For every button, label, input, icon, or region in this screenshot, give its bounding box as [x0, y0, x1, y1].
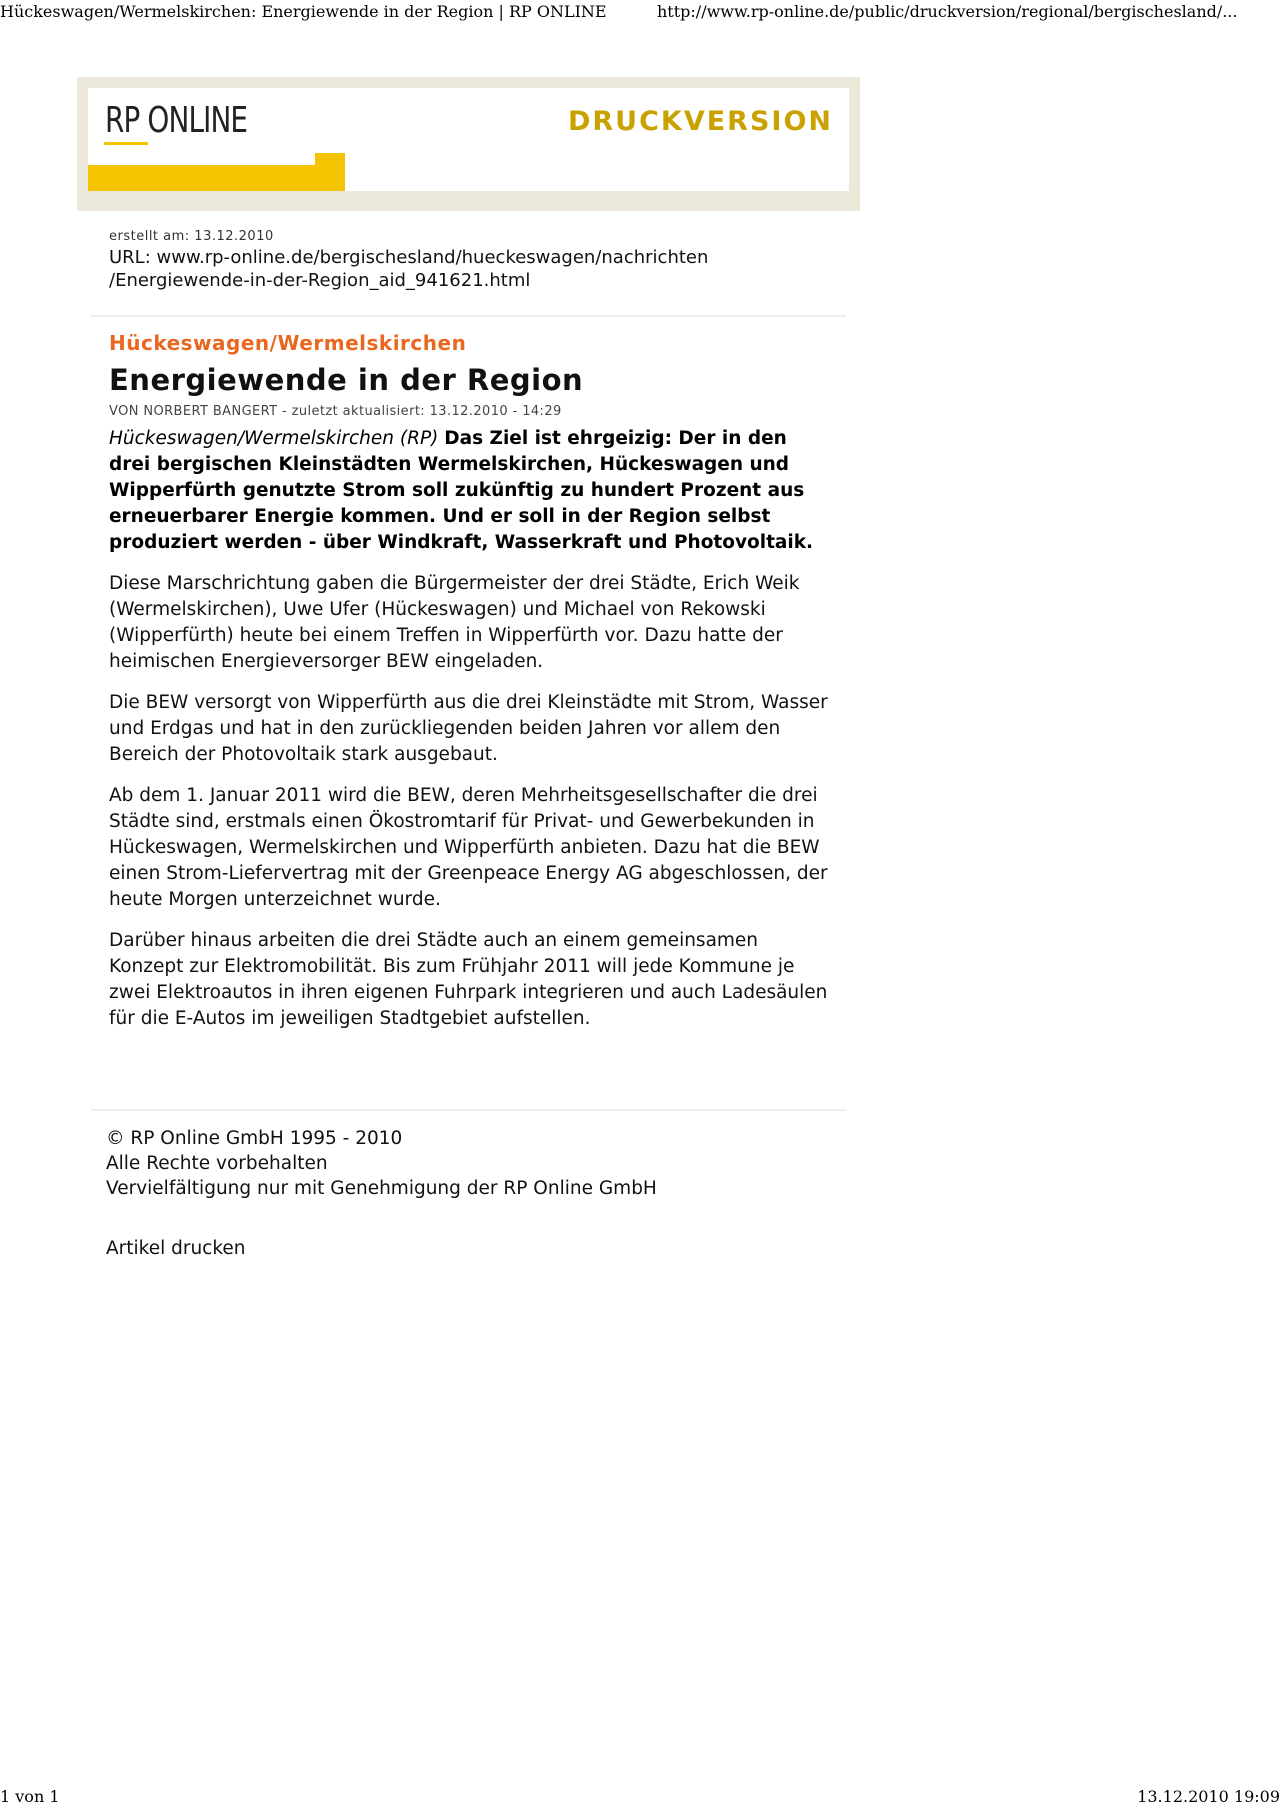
- article-footer: [106, 1126, 846, 1261]
- reproduction-notice: Vervielfältigung nur mit Genehmigung der RP Online GmbH: [106, 1178, 657, 1199]
- banner-inner: [88, 88, 849, 191]
- created-date: erstellt am: 13.12.2010: [109, 229, 274, 244]
- article-url-line-2: /Energiewende-in-der-Region_aid_941621.html: [109, 270, 531, 291]
- print-footer-datetime: 13.12.2010 19:09: [1137, 1787, 1280, 1806]
- print-article-link[interactable]: Artikel drucken: [106, 1238, 246, 1259]
- logo-bar-step: [88, 153, 345, 165]
- article-paragraph: Darüber hinaus arbeiten die drei Städte auch an einem gemeinsamen Konzept zur Elektromobilität. Bis zum Frühjahr 2011 will jede Kommune je zwei Elektroautos in ihren eigenen Fuhrpark integrieren und auch Ladesäulen für die E-Autos im jeweiligen Stadtgebiet aufstellen.: [109, 930, 828, 1029]
- article-headline: Energiewende in der Region: [109, 363, 584, 397]
- print-header-title: Hückeswagen/Wermelskirchen: Energiewende in der Region | RP ONLINE: [0, 2, 607, 21]
- article-kicker: Hückeswagen/Wermelskirchen: [109, 331, 467, 355]
- article-url-line-1: URL: www.rp-online.de/bergischesland/hueckeswagen/nachrichten: [109, 247, 709, 268]
- print-header-url: http://www.rp-online.de/public/druckversion/regional/bergischesland/...: [657, 2, 1238, 21]
- print-banner: [77, 77, 860, 211]
- article-lead-text: Das Ziel ist ehrgeizig: Der in den drei bergischen Kleinstädten Wermelskirchen, Hückeswagen und Wipperfürth genutzte Strom soll zukünftig zu hundert Prozent aus erneuerbarer Energie kommen. Und er soll in der Region selbst produziert werden - über Windkraft, Wasserkraft und Photovoltaik.: [109, 428, 814, 553]
- article-paragraph: Ab dem 1. Januar 2011 wird die BEW, deren Mehrheitsgesellschafter die drei Städte sind, erstmals einen Ökostromtarif für Privat- und Gewerbekunden in Hückeswagen, Wermelskirchen und Wipperfürth anbieten. Dazu hat die BEW einen Strom-Liefervertrag mit der Greenpeace Energy AG abgeschlossen, der heute Morgen unterzeichnet wurde.: [109, 785, 828, 910]
- rights-text: Alle Rechte vorbehalten: [106, 1153, 328, 1174]
- divider: [91, 1109, 846, 1111]
- article-byline: VON NORBERT BANGERT - zuletzt aktualisiert: 13.12.2010 - 14:29: [109, 404, 562, 419]
- article-meta: [109, 228, 809, 292]
- logo-underline: [104, 142, 148, 145]
- article-dateline: Hückeswagen/Wermelskirchen (RP): [109, 428, 439, 449]
- print-header: [0, 0, 1280, 30]
- rp-online-logo: RP ONLINE: [105, 100, 248, 141]
- logo-bar: [88, 165, 345, 191]
- print-footer-page: 1 von 1: [0, 1787, 60, 1806]
- druckversion-label: DRUCKVERSION: [567, 106, 833, 137]
- article-paragraph: Diese Marschrichtung gaben die Bürgermeister der drei Städte, Erich Weik (Wermelskirchen), Uwe Ufer (Hückeswagen) und Michael von Rekowski (Wipperfürth) heute bei einem Treffen in Wipperfürth vor. Dazu hatte der heimischen Energieversorger BEW eingeladen.: [109, 573, 800, 672]
- divider: [91, 315, 846, 317]
- copyright-text: © RP Online GmbH 1995 - 2010: [106, 1128, 403, 1149]
- article-lead: [109, 426, 829, 556]
- article-paragraph: Die BEW versorgt von Wipperfürth aus die drei Kleinstädte mit Strom, Wasser und Erdgas und hat in den zurückliegenden beiden Jahren vor allem den Bereich der Photovoltaik stark ausgebaut.: [109, 692, 828, 765]
- article: [109, 330, 829, 1032]
